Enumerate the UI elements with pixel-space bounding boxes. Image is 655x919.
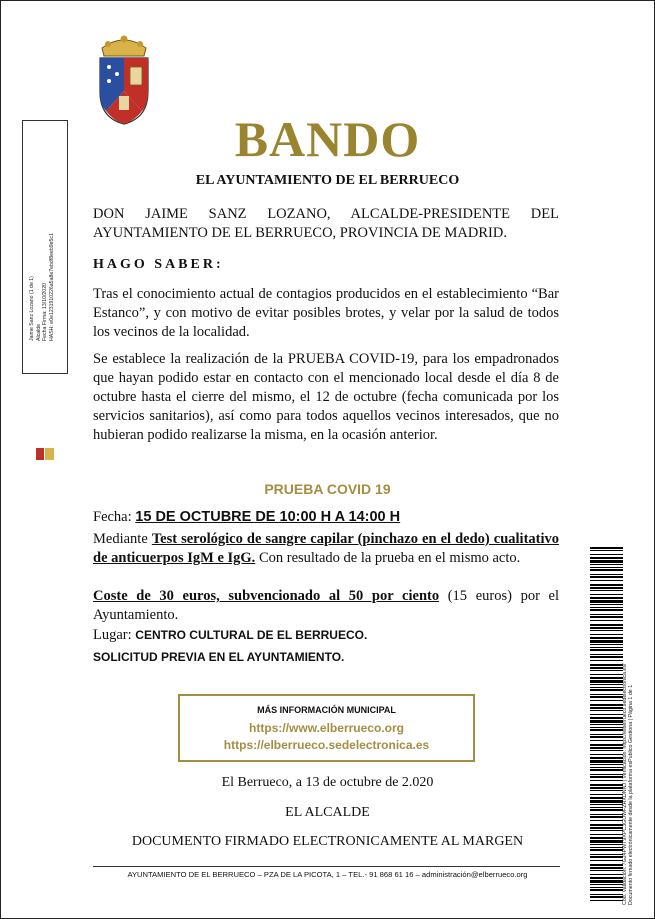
info-box [178, 694, 475, 762]
page-subtitle: EL AYUNTAMIENTO DE EL BERRUECO [195, 173, 460, 188]
mediante-line [93, 530, 559, 568]
intro-paragraph: DON JAIME SANZ LOZANO, ALCALDE-PRESIDENTE DEL AYUNTAMIENTO DE EL BERRUECO, PROVINCIA DE MADRID. [93, 206, 559, 241]
info-title: MÁS INFORMACIÓN MUNICIPAL [257, 705, 396, 715]
paragraph-1: Tras el conocimiento actual de contagios producidos en el establecimiento “Bar Estanco”, y con motivo de evitar posibles brotes, y velar por la salud de todos los vecinos de la localidad. [93, 286, 559, 340]
coste-value: Coste de 30 euros, subvencionado al 50 por ciento [93, 588, 440, 604]
coste-rest: (15 euros) por el Ayuntamiento. [93, 588, 559, 623]
mediante-label: Mediante [93, 531, 152, 547]
signature-line: Jaime Sanz Lozano (1 de 1) [29, 276, 35, 341]
section-heading: PRUEBA COVID 19 [264, 481, 391, 497]
signature-logo-icon [35, 447, 55, 461]
verification-line: Documento firmado electrónicamente desde la plataforma esPublico Gestiona | Página 1 de 1 [628, 684, 635, 905]
verification-text [622, 505, 635, 905]
signature-line: HASH: e0e1231910226a5a8e7ebdf8eeb9e5c1 [48, 233, 55, 341]
lugar-value: CENTRO CULTURAL DE EL BERRUECO. [135, 628, 368, 642]
date-line: El Berrueco, a 13 de octubre de 2.020 [221, 775, 434, 790]
barcode-icon [590, 547, 623, 902]
solicitud-line: SOLICITUD PREVIA EN EL AYUNTAMIENTO. [93, 650, 345, 664]
mediante-rest: Con resultado de la prueba en el mismo acto. [255, 550, 521, 566]
footer-address: AYUNTAMIENTO DE EL BERRUECO – PZA DE LA PICOTA, 1 – TEL.- 91 868 61 16 – administración@elberrueco.org [127, 870, 528, 879]
signer-title: EL ALCALDE [285, 805, 370, 820]
footer-divider [93, 866, 560, 867]
info-link-website[interactable]: https://www.elberrueco.org [249, 721, 404, 735]
coste-line [93, 587, 559, 625]
page-title: BANDO [234, 111, 421, 167]
fecha-value: 15 DE OCTUBRE DE 10:00 H A 14:00 H [135, 509, 401, 525]
signed-note: DOCUMENTO FIRMADO ELECTRONICAMENTE AL MARGEN [131, 834, 524, 849]
paragraph-2: Se establece la realización de la PRUEBA COVID-19, para los empadronados que hayan podido estar en contacto con el mencionado local desde el día 8 de octubre hasta el cierre del mismo, el 12 de octubre (fecha comunicada por los servicios sanitarios), así como para todos aquellos vecinos interesados, que no hubieran podido realizarse la misma, en la ocasión anterior. [93, 351, 559, 443]
lugar-label: Lugar: [93, 627, 136, 643]
lugar-line [93, 626, 559, 645]
signature-line: Alcalde [35, 323, 42, 341]
hago-saber-heading: HAGO SABER: [93, 257, 224, 272]
fecha-label: Fecha: [93, 509, 136, 525]
verification-line: Cód. Validación: 7G24PWT9XPC3GUWFZRXDNNJ | Verificación: https://elberrueco.sedelectronica.es/ [622, 663, 628, 905]
info-link-sede[interactable]: https://elberrueco.sedelectronica.es [223, 738, 430, 752]
fecha-line [93, 508, 559, 527]
signature-line: Fecha Firma: 13/10/2020 [42, 283, 48, 341]
mediante-value: Test serológico de sangre capilar (pinchazo en el dedo) cualitativo de anticuerpos IgM e IgG. [93, 531, 560, 566]
